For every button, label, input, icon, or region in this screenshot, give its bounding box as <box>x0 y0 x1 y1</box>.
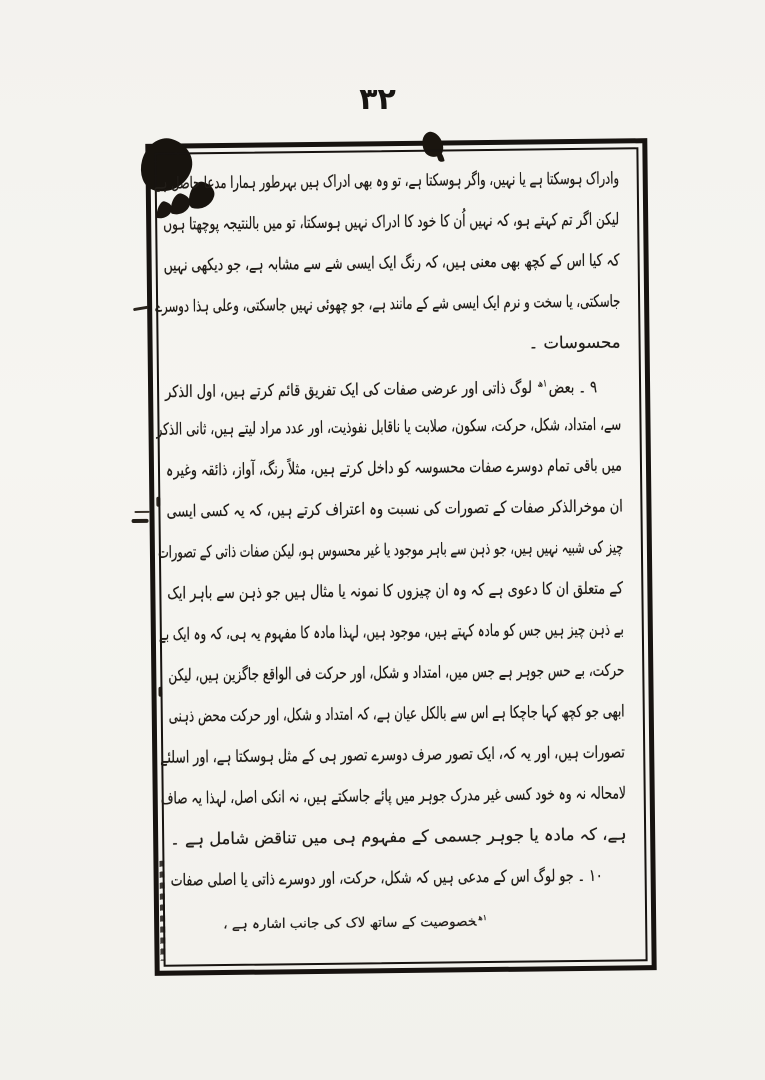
footnote-reference-marker: ۱ھ <box>537 378 548 390</box>
section-9-text: ۹ ۔ بعض <box>548 377 598 397</box>
text-line-paragraph-end: محسوسات ۔ <box>528 332 621 353</box>
text-line: ابھی جو کچھ کہا جاچکا ہے اس سے بالکل عیان ہے، کہ امتداد و شکل، اور حرکت محض ذہنی <box>168 701 625 726</box>
text-line: کے متعلق ان کا دعوی ہے کہ وہ ان چیزوں کا نمونہ یا مثال ہیں جو ذہن سے باہر ایک <box>167 578 624 603</box>
text-line: کہ کیا اس کے کچھ بھی معنی ہیں، کہ رنگ ایک ایسی شے سے مشابہ ہے، جو دیکھی نہیں <box>163 250 620 275</box>
text-line: لیکن اگر تم کہتے ہو، کہ نہیں اُن کا خود کا ادراک نہیں ہوسکتا، تو میں بالنتیجہ پوچھتا ہوں <box>163 209 620 234</box>
section-9-text: لوگ ذاتی اور عرضی صفات کی ایک تفریق قائم کرتے ہیں، اول الذکر <box>165 377 537 402</box>
footnote <box>167 898 637 937</box>
text-line: جاسکتی، یا سخت و نرم ایک ایسی شے کے مانند ہے، جو چھوئی نہیں جاسکتی، وعلی ہذا دوسرے <box>154 291 621 316</box>
footnote-marker: ۱ھ <box>478 912 488 923</box>
text-line: تصورات ہیں، اور یہ کہ، ایک تصور صرف دوسرے تصور ہی کے مثل ہوسکتا ہے، اور اسلئے <box>160 742 626 767</box>
text-line: سے، امتداد، شکل، حرکت، سکون، صلابت یا ناقابل نفوذیت، اور عدد مراد لیتے ہیں، ثانی الذکر <box>156 414 622 439</box>
text-line-section-10: ۱۰ ۔ جو لوگ اس کے مدعی ہیں کہ شکل، حرکت، اور دوسرے ذاتی یا اصلی صفات <box>170 865 603 890</box>
footnote-text: خصوصیت کے ساتھ لاک کی جانب اشارہ ہے ، <box>223 913 477 933</box>
page-number: ۳۲ <box>359 82 396 117</box>
text-line: چیز کی شبیہ نہیں ہیں، جو ذہن سے باہر موجود یا غیر محسوس ہو، لیکن صفات ذاتی کے تصورات <box>157 537 624 562</box>
text-line: بے ذہن چیز ہیں جس کو مادہ کہتے ہیں، موجود ہیں، لہذا مادہ کا مفہوم یہ ہی، کہ وہ ایک بے <box>158 619 624 644</box>
text-line-paragraph-end: ہے، کہ مادہ یا جوہر جسمی کے مفہوم ہی میں تناقض شامل ہے ۔ <box>169 824 627 849</box>
text-block <box>153 149 645 964</box>
text-line: لامحالہ نہ وہ خود کسی غیر مدرک جوہر میں پائے جاسکتے ہیں، نہ انکی اصل، لہذا یہ صاف <box>160 783 626 808</box>
text-line: ان موخرالذکر صفات کے تصورات کی نسبت وہ اعتراف کرتے ہیں، کہ یہ کسی ایسی <box>166 496 623 521</box>
inner-rule <box>154 147 647 966</box>
text-line: میں باقی تمام دوسرے صفات محسوسہ کو داخل کرتے ہیں، مثلاً رنگ، آواز، ذائقہ وغیرہ <box>165 455 623 480</box>
text-line: وادراک ہوسکتا ہے یا نہیں، واگر ہوسکتا ہے، تو وہ بھی ادراک ہیں بہرطور ہمارا مدعا حاصل ہے <box>153 168 619 193</box>
text-line-section-9 <box>161 362 631 408</box>
page-border-frame <box>145 138 656 976</box>
text-line: حرکت، بے حس جوہر ہے جس میں، امتداد و شکل، اور حرکت فی الواقع جاگزین ہیں، لیکن <box>168 660 625 685</box>
